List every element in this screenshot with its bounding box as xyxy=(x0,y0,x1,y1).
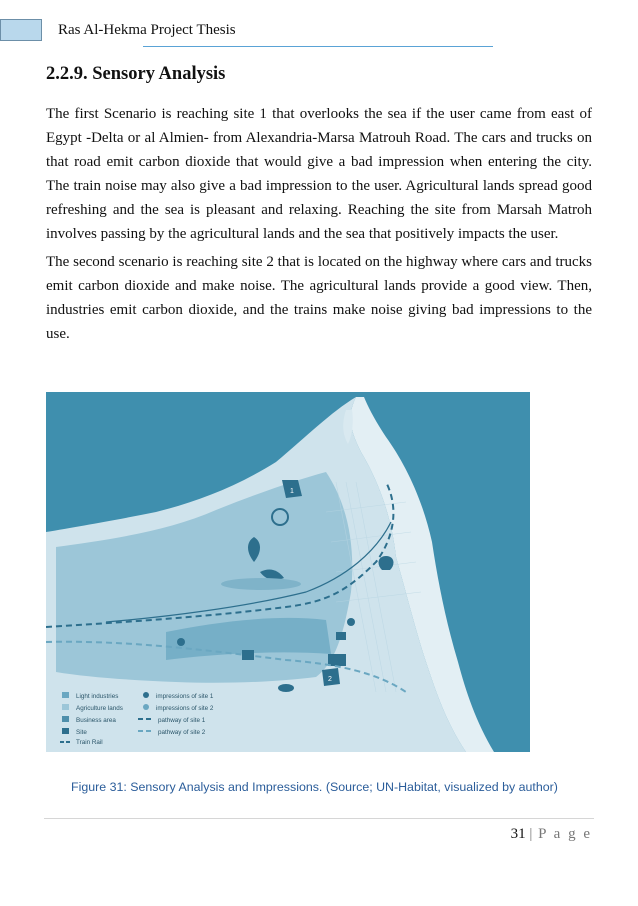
legend-agriculture-lands: Agriculture lands xyxy=(76,705,123,712)
header-rule xyxy=(143,46,493,47)
paragraph-second-scenario: The second scenario is reaching site 2 that is located on the highway where cars and trucks emit carbon dioxide and make noise. The agricultural lands provide a good view. Then, industries emit carbon dioxide, and the trains make noise giving bad impressions to the use. xyxy=(46,254,592,342)
legend-pathway-site1: pathway of site 1 xyxy=(158,717,206,724)
page-word: P a g e xyxy=(538,826,592,842)
legend-swatch-business xyxy=(62,716,69,722)
figure-caption: Figure 31: Sensory Analysis and Impressions. (Source; UN-Habitat, visualized by author) xyxy=(71,780,558,794)
svg-text:2: 2 xyxy=(328,676,332,683)
bus-icon xyxy=(336,632,346,640)
agri-mound xyxy=(221,578,301,590)
sprout-icon xyxy=(379,556,394,570)
page-number-footer xyxy=(511,826,592,843)
legend-pathway-site2: pathway of site 2 xyxy=(158,729,206,736)
legend-swatch-imp1 xyxy=(143,692,149,698)
sensory-analysis-map xyxy=(46,392,530,752)
section-heading: 2.2.9. Sensory Analysis xyxy=(46,64,226,84)
legend-impressions-site2: impressions of site 2 xyxy=(156,705,214,712)
legend-swatch-imp2 xyxy=(143,704,149,710)
running-header-title: Ras Al-Hekma Project Thesis xyxy=(58,22,236,38)
svg-text:1: 1 xyxy=(290,488,294,495)
footer-rule xyxy=(44,818,594,819)
legend-swatch-site xyxy=(62,728,69,734)
header-color-block xyxy=(0,19,42,41)
bell-icon xyxy=(347,618,355,626)
legend-swatch-light-industries xyxy=(62,692,69,698)
legend-impressions-site1: impressions of site 1 xyxy=(156,693,214,700)
legend-train-rail: Train Rail xyxy=(76,739,103,746)
car-icon xyxy=(278,684,294,692)
legend-swatch-agriculture xyxy=(62,704,69,710)
paragraph-first-scenario: The first Scenario is reaching site 1 that overlooks the sea if the user came from east of Egypt -Delta or al Almien- from Alexandria-Marsa Matrouh Road. The cars and trucks on that road emit carbon dioxide that would give a bad impression when entering the city. The train noise may also give a bad impression to the user. Agricultural lands spread good refreshing and the sea is pleasant and relaxing. Reaching the site from Marsah Matroh involves passing by the agricultural lands and the sea that positively impacts the user. xyxy=(46,106,592,242)
tree-icon xyxy=(177,638,185,646)
map-business-area xyxy=(328,654,346,666)
legend-site: Site xyxy=(76,729,87,736)
page-number: 31 xyxy=(510,826,526,842)
factory-icon xyxy=(242,650,254,660)
legend-light-industries: Light industries xyxy=(76,693,119,700)
legend-business-area: Business area xyxy=(76,717,116,724)
page-separator: | xyxy=(529,826,535,842)
site-2-marker xyxy=(322,668,340,686)
